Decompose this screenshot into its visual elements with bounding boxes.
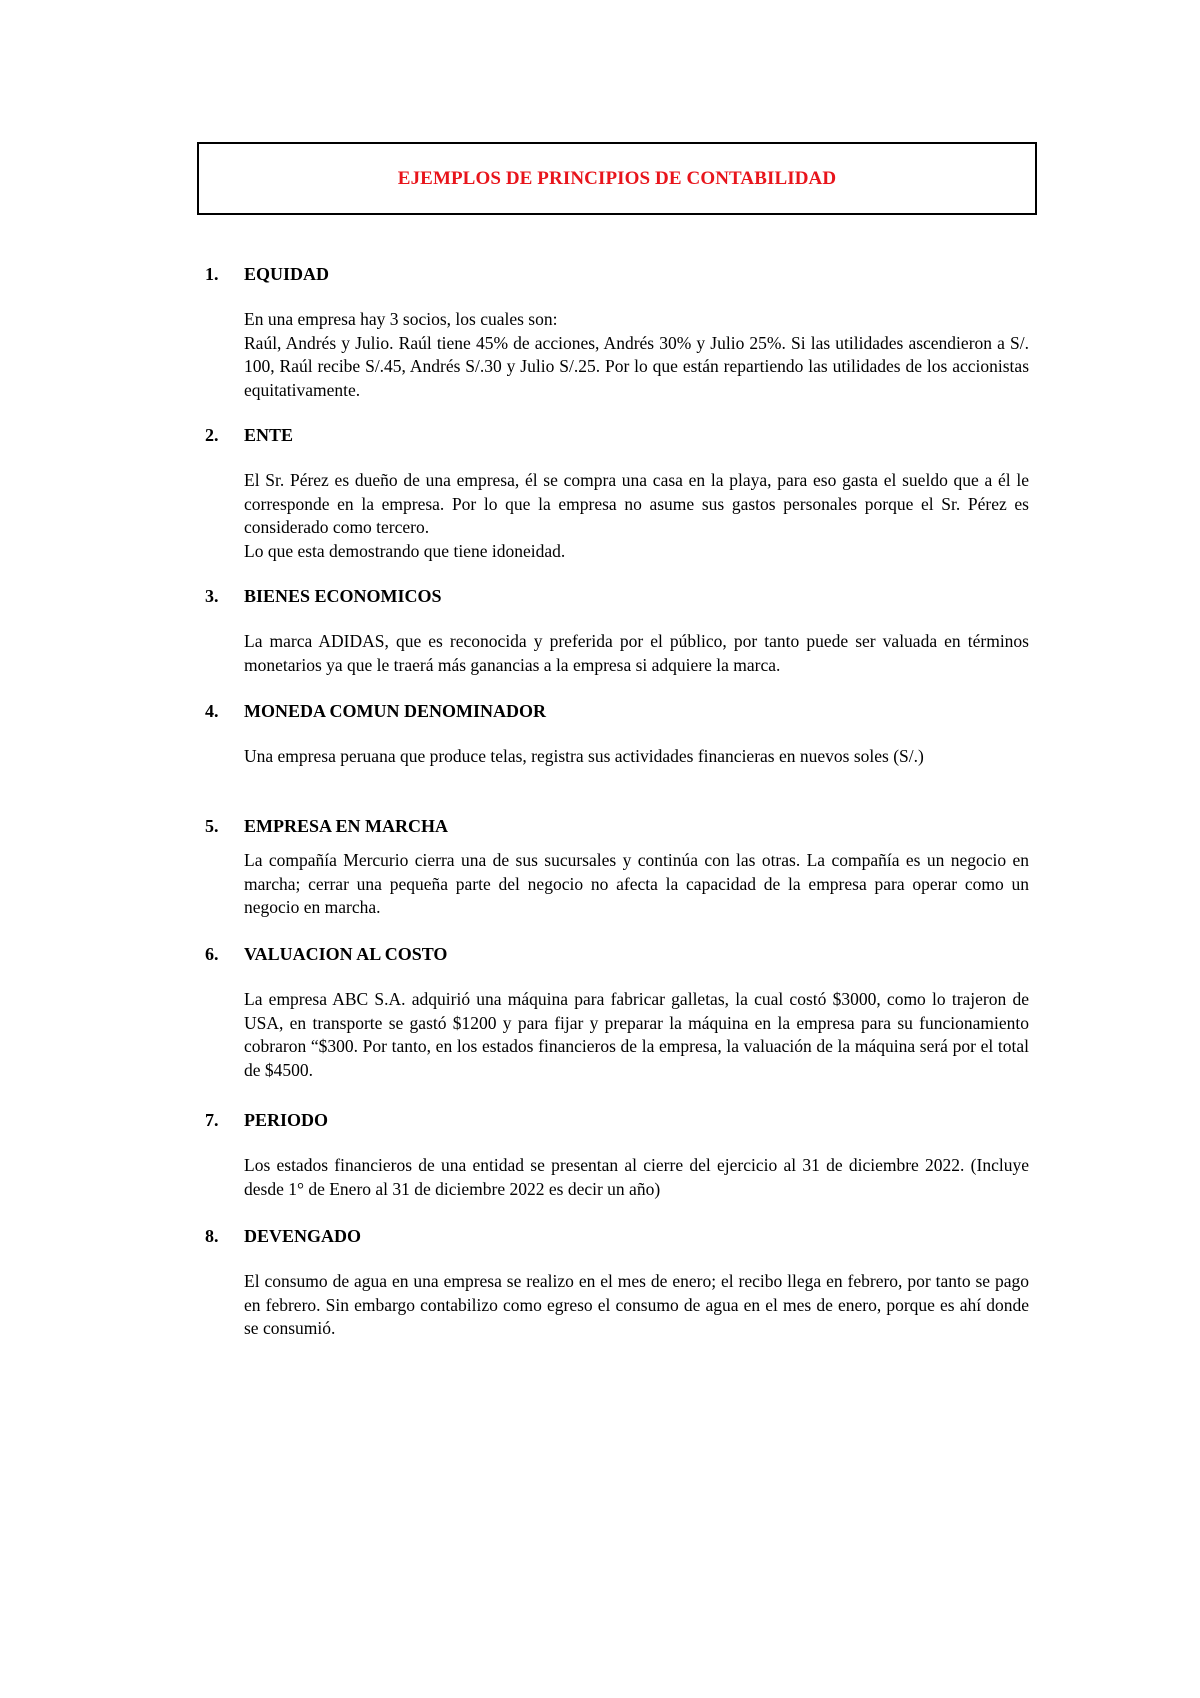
section-heading: PERIODO: [244, 1110, 329, 1130]
section-heading: VALUACION AL COSTO: [244, 944, 448, 964]
paragraph: Una empresa peruana que produce telas, registra sus actividades financieras en nuevos soles (S/.): [244, 746, 924, 766]
section-heading: EQUIDAD: [244, 264, 330, 284]
section-heading: DEVENGADO: [244, 1226, 362, 1246]
section-heading: ENTE: [244, 425, 294, 445]
section-body: [244, 308, 1029, 402]
paragraph: La compañía Mercurio cierra una de sus sucursales y continúa con las otras. La compañía es un negocio en marcha; cerrar una pequeña parte del negocio no afecta la capacidad de la empresa para operar como un negocio en marcha.: [244, 850, 1029, 917]
title-box: [197, 142, 1037, 215]
section-number: 2.: [205, 425, 219, 445]
section-number: 7.: [205, 1110, 219, 1130]
section-body: [244, 745, 1029, 769]
section-heading: BIENES ECONOMICOS: [244, 586, 442, 606]
section-body: [244, 1270, 1029, 1341]
section-body: [244, 849, 1029, 920]
paragraph: Lo que esta demostrando que tiene idoneidad.: [244, 540, 566, 561]
paragraph: En una empresa hay 3 socios, los cuales son:: [244, 309, 558, 329]
section-number: 8.: [205, 1226, 219, 1246]
section-body: [244, 630, 1029, 677]
section-body: [244, 1154, 1029, 1201]
section-heading: MONEDA COMUN DENOMINADOR: [244, 701, 546, 721]
section-number: 3.: [205, 586, 219, 606]
paragraph: El Sr. Pérez es dueño de una empresa, él se compra una casa en la playa, para eso gasta el sueldo que a él le corresponde en la empresa. Por lo que la empresa no asume sus gastos personales porque el Sr. Pérez es considerado como tercero.: [244, 470, 1029, 537]
section-number: 6.: [205, 944, 219, 964]
section-body: [244, 469, 1029, 563]
paragraph: La marca ADIDAS, que es reconocida y preferida por el público, por tanto puede ser valuada en términos monetarios ya que le traerá más ganancias a la empresa si adquiere la marca.: [244, 631, 1029, 675]
paragraph: El consumo de agua en una empresa se realizo en el mes de enero; el recibo llega en febrero, por tanto se pago en febrero. Sin embargo contabilizo como egreso el consumo de agua en el mes de enero, porque es ahí donde se consumió.: [244, 1271, 1029, 1338]
section-body: [244, 988, 1029, 1082]
paragraph: Los estados financieros de una entidad se presentan al cierre del ejercicio al 31 de diciembre 2022. (Incluye desde 1° de Enero al 31 de diciembre 2022 es decir un año): [244, 1155, 1029, 1199]
section-number: 4.: [205, 701, 219, 721]
document-title: EJEMPLOS DE PRINCIPIOS DE CONTABILIDAD: [397, 167, 837, 189]
paragraph: La empresa ABC S.A. adquirió una máquina para fabricar galletas, la cual costó $3000, como lo trajeron de USA, en transporte se gastó $1200 y para fijar y preparar la máquina en la empresa para su funcionamiento cobraron “$300. Por tanto, en los estados financieros de la empresa, la valuación de la máquina será por el total de $4500.: [244, 989, 1029, 1080]
paragraph: Raúl, Andrés y Julio. Raúl tiene 45% de acciones, Andrés 30% y Julio 25%. Si las utilidades ascendieron a S/. 100, Raúl recibe S/.45, Andrés S/.30 y Julio S/.25. Por lo que están repartiendo las utilidades de los accionistas equitativamente.: [244, 332, 1029, 400]
section-number: 1.: [205, 264, 219, 284]
section-number: 5.: [205, 816, 219, 836]
section-heading: EMPRESA EN MARCHA: [244, 816, 449, 836]
